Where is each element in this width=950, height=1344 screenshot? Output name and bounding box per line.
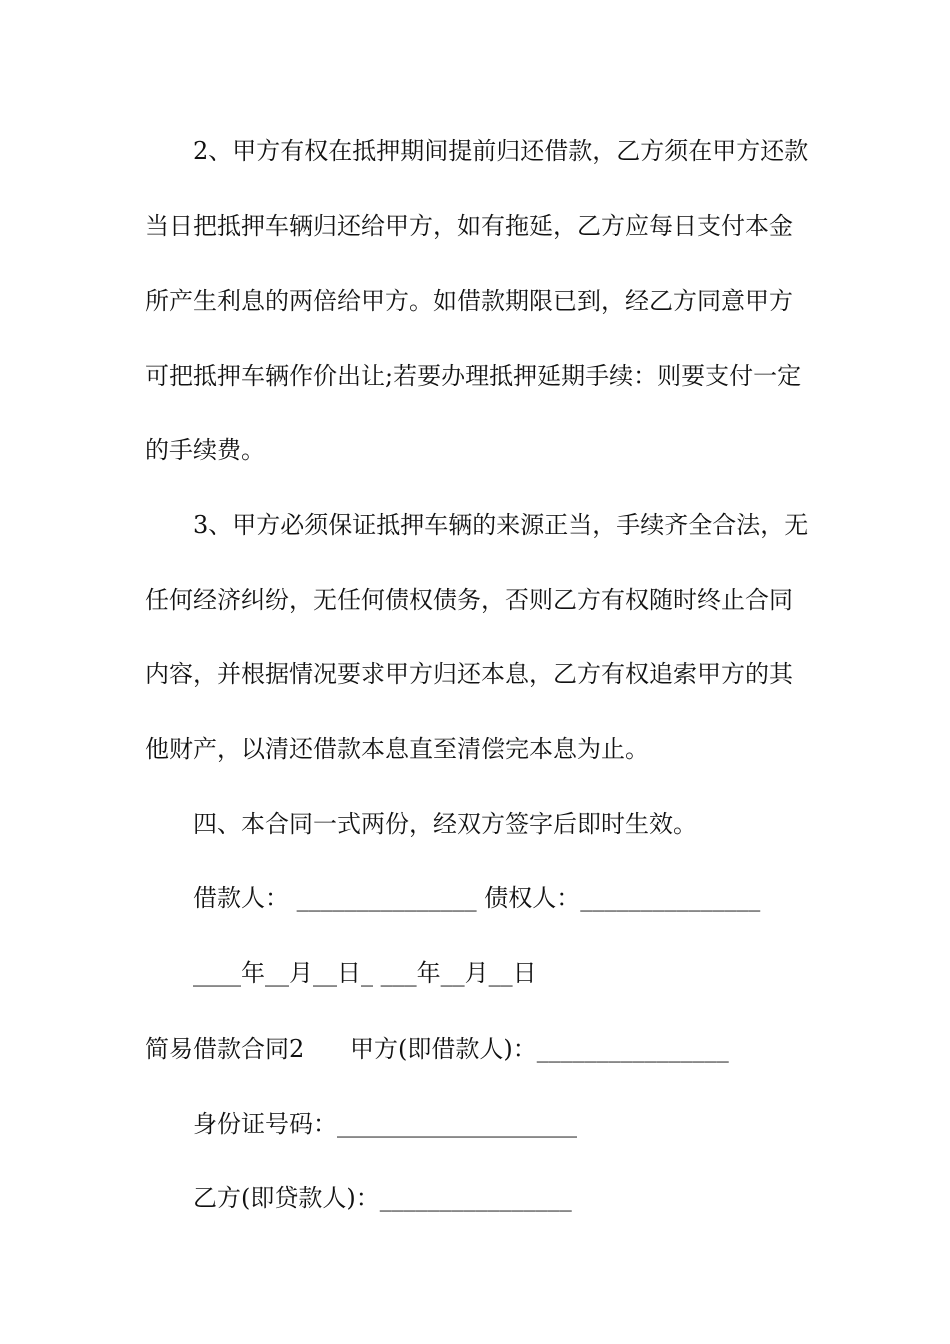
clause-2-line-5: 的手续费。 (145, 436, 265, 464)
clause-4-line: 四、本合同一式两份，经双方签字后即时生效。 (193, 810, 697, 838)
clause-2-line-1: 2、甲方有权在抵押期间提前归还借款，乙方须在甲方还款 (193, 137, 809, 165)
date-line: ____年__月__日_ ___年__月__日 (193, 959, 537, 987)
contract-2-header-line: 简易借款合同2 甲方(即借款人)：________________ (145, 1035, 729, 1063)
clause-2-line-3: 所产生利息的两倍给甲方。如借款期限已到，经乙方同意甲方 (145, 287, 793, 315)
clause-3-line-4: 他财产，以清还借款本息直至清偿完本息为止。 (145, 735, 649, 763)
clause-3-line-2: 任何经济纠纷，无任何债权债务，否则乙方有权随时终止合同 (145, 586, 793, 614)
party-b-line: 乙方(即贷款人)：________________ (193, 1184, 572, 1212)
signature-line: 借款人： _______________ 债权人：_______________ (193, 884, 761, 912)
clause-3-line-3: 内容，并根据情况要求甲方归还本息，乙方有权追索甲方的其 (145, 660, 793, 688)
clause-2-line-2: 当日把抵押车辆归还给甲方，如有拖延，乙方应每日支付本金 (145, 212, 793, 240)
id-number-line: 身份证号码：____________________ (193, 1110, 577, 1138)
clause-3-line-1: 3、甲方必须保证抵押车辆的来源正当，手续齐全合法，无 (193, 511, 809, 539)
clause-2-line-4: 可把抵押车辆作价出让;若要办理抵押延期手续：则要支付一定 (145, 362, 802, 390)
